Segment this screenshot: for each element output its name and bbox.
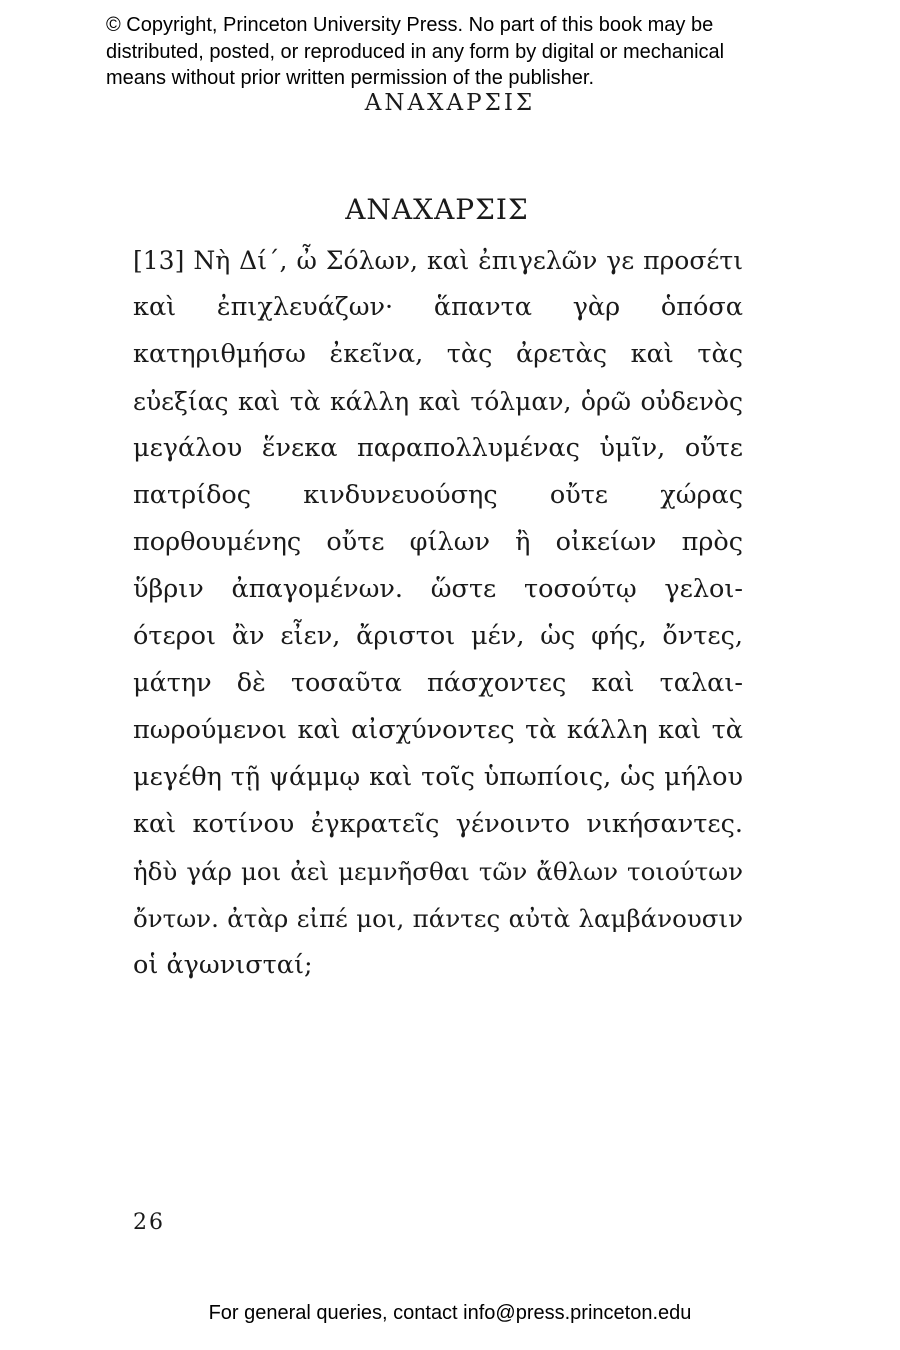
running-head: ΑΝΑΧΑΡΣΙΣ	[364, 90, 536, 116]
text-line: μεγέθη τῇ ψάμμῳ καὶ τοῖς ὑπωπίοις, ὡς μήλου	[133, 762, 743, 792]
text-line: πατρίδος κινδυνευούσης οὔτε χώρας	[133, 480, 743, 510]
text-line: οἱ ἀγωνισταί;	[133, 950, 313, 980]
text-line: πορθουμένης οὔτε φίλων ἢ οἰκείων πρὸς	[133, 527, 743, 557]
text-line: καὶ κοτίνου ἐγκρατεῖς γένοιντο νικήσαντες.	[133, 809, 743, 839]
text-line: ὄντων. ἀτὰρ εἰπέ μοι, πάντες αὐτὰ λαμβάνουσιν	[133, 904, 743, 933]
section-title: ΑΝΑΧΑΡΣΙΣ	[345, 193, 529, 226]
text-line: ὕβριν ἀπαγομένων. ὥστε τοσούτῳ γελοι-	[133, 574, 743, 604]
text-line: εὐεξίας καὶ τὰ κάλλη καὶ τόλμαν, ὁρῶ οὐδενὸς	[133, 387, 743, 416]
text-line: καὶ ἐπιχλευάζων· ἅπαντα γὰρ ὁπόσα	[133, 292, 743, 322]
copyright-line: means without prior written permission of the publisher.	[106, 67, 595, 89]
text-line: ότεροι ἂν εἶεν, ἄριστοι μέν, ὡς φής, ὄντες,	[133, 621, 743, 651]
text-line: ἡδὺ γάρ μοι ἀεὶ μεμνῆσθαι τῶν ἄθλων τοιούτων	[133, 857, 743, 886]
page-number: 26	[133, 1210, 165, 1235]
text-line: πωρούμενοι καὶ αἰσχύνοντες τὰ κάλλη καὶ τὰ	[133, 715, 743, 745]
copyright-line: © Copyright, Princeton University Press. No part of this book may be	[106, 14, 714, 36]
copyright-line: distributed, posted, or reproduced in any form by digital or mechanical	[106, 40, 725, 63]
greek-text-block	[133, 237, 743, 989]
text-line: κατηριθμήσω ἐκεῖνα, τὰς ἀρετὰς καὶ τὰς	[133, 339, 743, 369]
text-line: μεγάλου ἕνεκα παραπολλυμένας ὑμῖν, οὔτε	[133, 433, 743, 463]
copyright-notice	[106, 12, 806, 92]
footer-contact: For general queries, contact info@press.princeton.edu	[208, 1302, 692, 1324]
text-line: μάτην δὲ τοσαῦτα πάσχοντες καὶ ταλαι-	[133, 668, 743, 698]
text-line: [13] Νὴ Δί΄, ὦ Σόλων, καὶ ἐπιγελῶν γε προσέτι	[133, 246, 743, 275]
